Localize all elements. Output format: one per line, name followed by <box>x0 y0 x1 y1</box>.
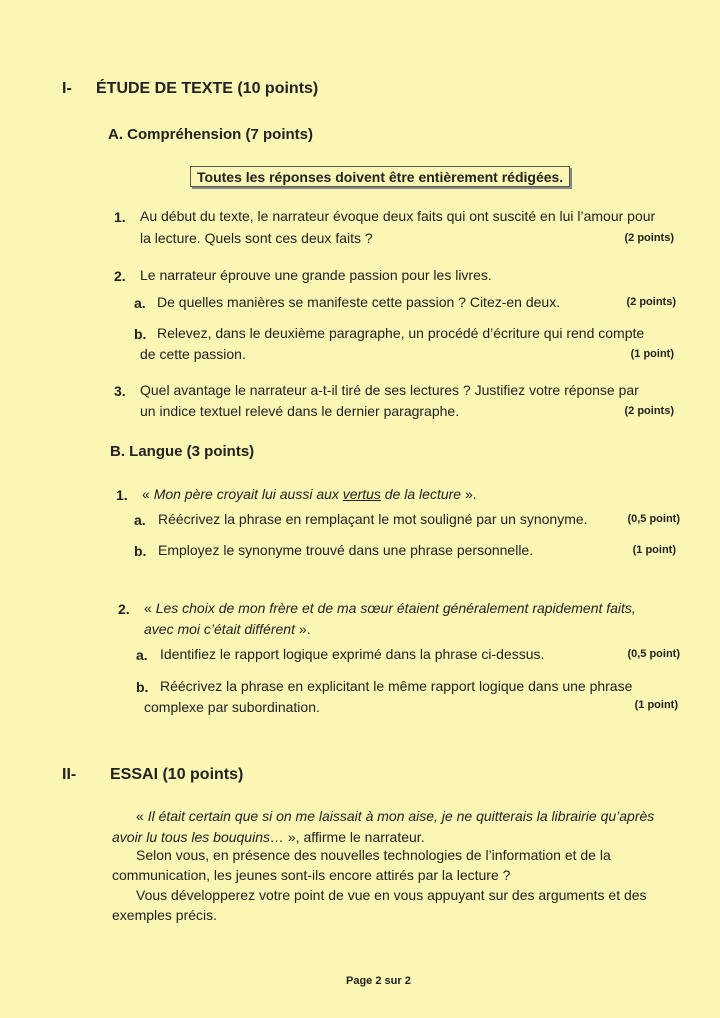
sub-question-text: Identifiez le rapport logique exprimé dans la phrase ci-dessus. <box>160 646 545 662</box>
sub-question-text: complexe par subordination. <box>144 699 320 715</box>
page-number: Page 2 sur 2 <box>346 975 411 987</box>
sub-question-text: de cette passion. <box>140 346 246 362</box>
points-label: (2 points) <box>626 296 676 308</box>
part2-number: II- <box>62 766 77 783</box>
points-label: (1 point) <box>632 544 676 556</box>
question-text: la lecture. Quels sont ces deux faits ? <box>140 230 373 246</box>
quote-close: ». <box>461 486 477 502</box>
essay-prompt: communication, les jeunes sont-ils encore attirés par la lecture ? <box>112 867 511 883</box>
quote-close: ». <box>294 621 311 637</box>
question-number: 1. <box>116 487 128 503</box>
quoted-sentence <box>142 486 477 502</box>
quote-open: « <box>136 808 148 824</box>
points-label: (1 point) <box>630 348 674 360</box>
sub-question-text: Réécrivez la phrase en remplaçant le mot souligné par un synonyme. <box>158 511 588 527</box>
question-number: 3. <box>114 383 126 399</box>
points-label: (0,5 point) <box>627 513 680 525</box>
quote-text: de la lecture <box>380 486 462 502</box>
question-text: Le narrateur éprouve une grande passion pour les livres. <box>140 267 492 283</box>
sub-question-letter: b. <box>136 679 149 695</box>
question-text: un indice textuel relevé dans le dernier paragraphe. <box>140 403 460 419</box>
quote-text: Mon père croyait lui aussi aux <box>153 486 343 502</box>
question-number: 2. <box>118 601 130 617</box>
quote-text: Il était certain que si on me laissait à mon aise, je ne quitterais la librairie qu’après <box>147 808 655 824</box>
essay-quote <box>136 808 654 824</box>
quote-open: « <box>142 486 154 502</box>
question-text: Quel avantage le narrateur a-t-il tiré de ses lectures ? Justifiez votre réponse par <box>140 382 639 398</box>
underlined-word: vertus <box>342 486 381 502</box>
sub-question-text: Employez le synonyme trouvé dans une phrase personnelle. <box>158 542 534 558</box>
sub-question-text: De quelles manières se manifeste cette passion ? Citez-en deux. <box>157 294 561 310</box>
quoted-sentence <box>144 621 311 637</box>
question-number: 1. <box>114 209 126 225</box>
question-number: 2. <box>114 268 126 284</box>
part1-title: ÉTUDE DE TEXTE (10 points) <box>96 80 319 97</box>
quoted-sentence <box>144 600 636 616</box>
question-text: Au début du texte, le narrateur évoque deux faits qui ont suscité en lui l’amour pour <box>140 208 656 224</box>
section-b-title: B. Langue (3 points) <box>110 443 255 460</box>
essay-prompt: Selon vous, en présence des nouvelles technologies de l’information et de la <box>136 847 611 863</box>
essay-instruction: Vous développerez votre point de vue en vous appuyant sur des arguments et des <box>136 887 647 903</box>
quote-text: Les choix de mon frère et de ma sœur étaient généralement rapidement faits, <box>155 600 636 616</box>
essay-quote <box>112 829 425 845</box>
sub-question-letter: a. <box>134 295 146 311</box>
section-a-title: A. Compréhension (7 points) <box>108 126 314 143</box>
quote-attribution: », affirme le narrateur. <box>284 829 425 845</box>
sub-question-text: Réécrivez la phrase en explicitant le même rapport logique dans une phrase <box>160 678 633 694</box>
sub-question-text: Relevez, dans le deuxième paragraphe, un procédé d’écriture qui rend compte <box>157 325 645 341</box>
quote-text: avoir lu tous les bouquins… <box>112 829 284 845</box>
quote-open: « <box>144 600 156 616</box>
points-label: (0,5 point) <box>627 648 680 660</box>
part2-title: ESSAI (10 points) <box>110 766 244 783</box>
part1-number: I- <box>62 80 72 97</box>
sub-question-letter: b. <box>134 543 147 559</box>
sub-question-letter: a. <box>134 512 146 528</box>
sub-question-letter: b. <box>134 326 147 342</box>
points-label: (2 points) <box>624 232 674 244</box>
sub-question-letter: a. <box>136 647 148 663</box>
essay-instruction: exemples précis. <box>112 907 218 923</box>
points-label: (1 point) <box>634 699 678 711</box>
instruction-box: Toutes les réponses doivent être entièrement rédigées. <box>190 166 570 187</box>
points-label: (2 points) <box>624 405 674 417</box>
quote-text: avec moi c’était différent <box>144 621 295 637</box>
